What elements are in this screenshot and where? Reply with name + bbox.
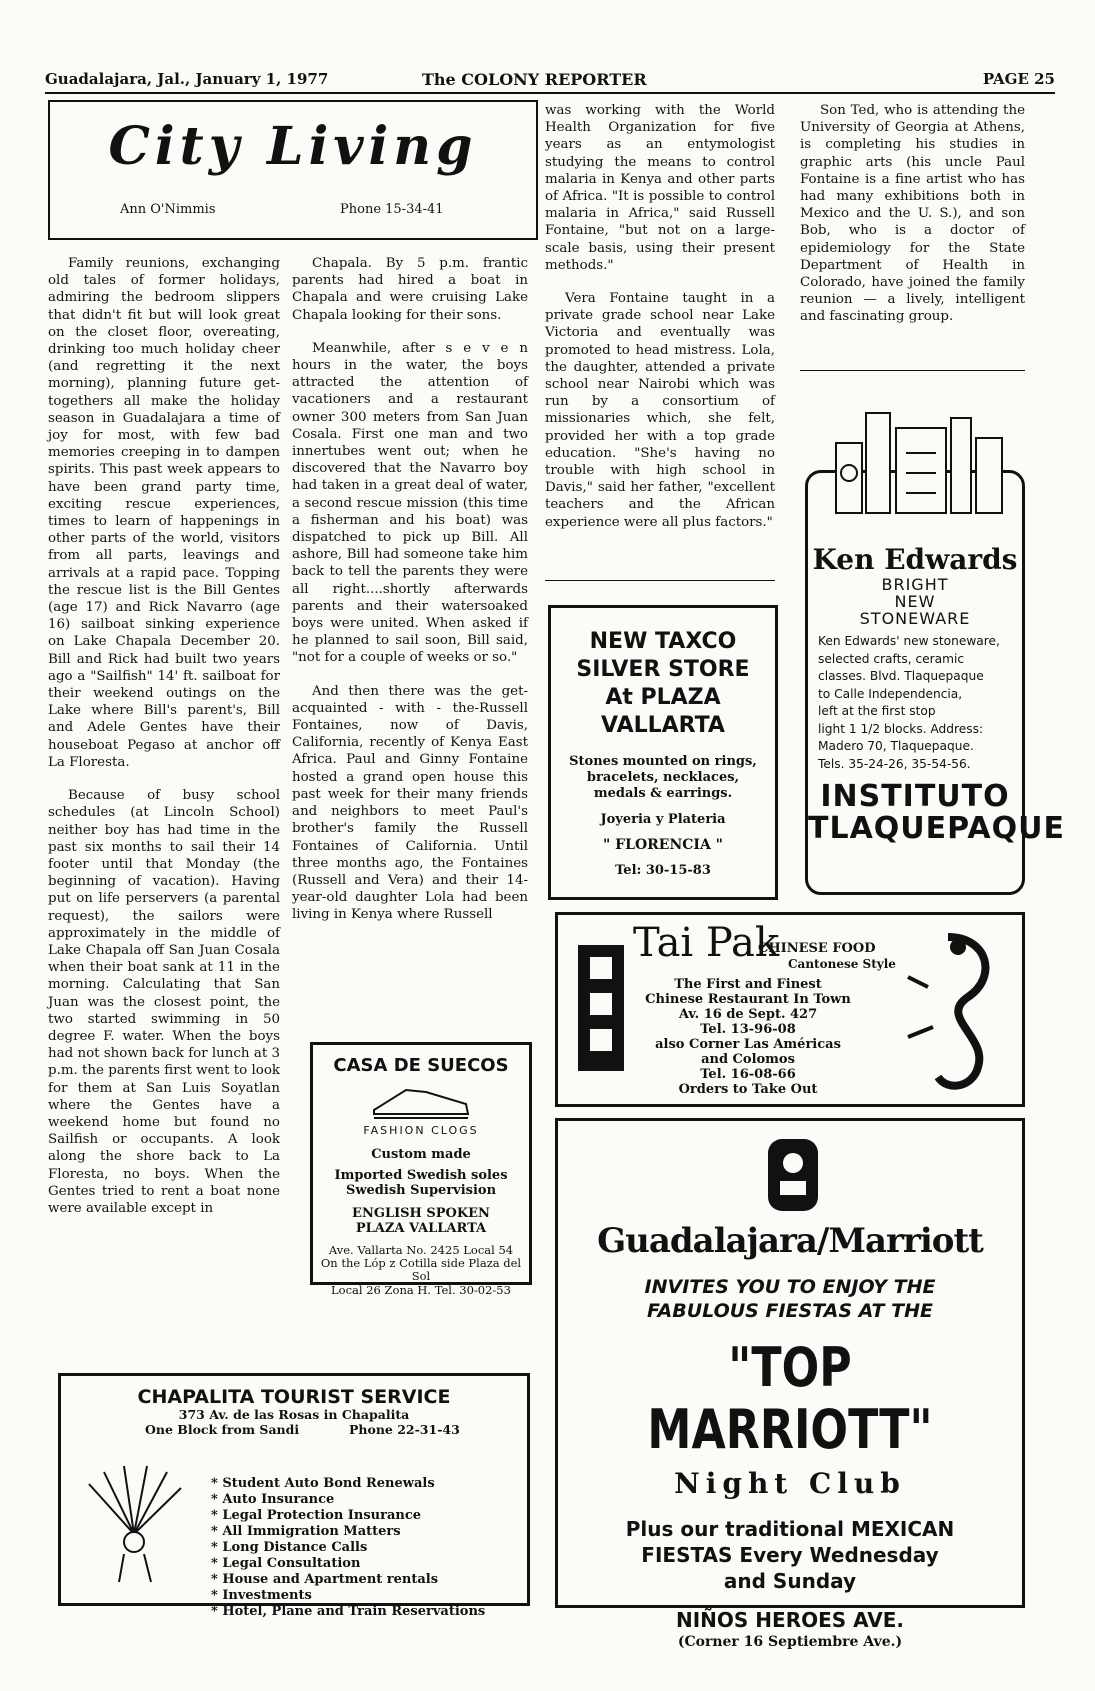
column-rule (800, 370, 1025, 371)
ad-name: " FLORENCIA " (603, 837, 723, 853)
ad-address: NIÑOS HEROES AVE. (676, 1608, 904, 1632)
byline: Ann O'Nimmis (120, 202, 216, 217)
ad-line: VALLARTA (601, 713, 725, 738)
ad-name: Tai Pak (633, 920, 780, 966)
club-name: "TOP MARRIOTT" (647, 1336, 933, 1461)
ad-name: CASA DE SUECOS (333, 1055, 509, 1076)
paragraph: Meanwhile, after s e v e n hours in the water, the boys attracted the attention of vacationers and a restaurant owner 300 meters from San Juan Cosala. First one man and two innertubes went out; when he discovered that the Navarro boy had taken in a great deal of water, a second rescue mission (this time a fisherman and his boat) was dispatched to pick up Bill. All ashore, Bill had someone take him back to tell the parents they were all right....shortly afterwards parents and their watersoaked boys were united. When asked if he planned to sail soon, Bill said, "not for a couple of weeks or so." (292, 340, 528, 666)
ad-cuisine: CHINESE FOOD (758, 941, 876, 956)
ad-line: SILVER STORE (576, 657, 750, 682)
page-number: PAGE 25 (982, 70, 1055, 88)
paragraph: Vera Fontaine taught in a private grade school near Lake Victoria and eventually was promoted to head mistress. Lola, the daughter, attended a private school near Nairobi which was run by a consortium of missionaries which, she felt, provided her with a top grade education. "She's having no trouble with high school in Davis," said her father, "excellent teachers and the African experience were all plus factors." (545, 291, 775, 530)
ad-tagline: BRIGHT (881, 575, 949, 594)
column-rule (545, 580, 775, 581)
ad-line: and Colomos (701, 1052, 795, 1067)
list-item: * Legal Consultation (211, 1556, 485, 1572)
ad-line: ENGLISH SPOKEN (352, 1206, 490, 1221)
ad-line: and Sunday (723, 1569, 857, 1593)
ad-line: NEW TAXCO (589, 629, 737, 654)
institute-logo (808, 779, 1065, 846)
ad-line: INVITES YOU TO ENJOY THE (644, 1276, 936, 1298)
dragon-illustration (888, 927, 1008, 1097)
paragraph: Chapala. By 5 p.m. frantic parents had hired a boat in Chapala and were cruising Lake Chapala looking for their sons. (292, 256, 528, 323)
ad-line: The First and Finest (674, 977, 822, 992)
ad-line: Tel. 16-08-66 (700, 1067, 796, 1082)
article-column-3 (545, 102, 775, 547)
ad-subtitle: Joyeria y Plateria (600, 812, 726, 827)
paragraph: Family reunions, exchanging old tales of former holidays, admiring the bedroom slippers that didn't fit but will look great on the closet floor, overeating, drinking too much holiday cheer (and regretting it the next morning), planning future get-togethers all make the holiday season in Guadalajara a time of joy for most, with few bad memories creeping in to dampen spirits. This past week appears to have been grand party time, exciting rescue experiences, times to learn of happenings in other parts of the world, visitors from all parts, leavings and arrivals at a rapid pace. Topping the rescue list is the Bill Gentes (age 17) and Rick Navarro (age 16) sailboat sinking experience on Lake Chapala December 20. Bill and Rick had built two years ago a "Sailfish" 14' ft. sailboat for their weekend outings on the Lake where Bill's parent's, Bill and Adele Gentes have their houseboat Pegaso at anchor off La Floresta. (48, 256, 280, 770)
ad-line: left at the first stop (818, 704, 936, 718)
ad-line: Custom made (371, 1147, 471, 1162)
column-masthead (48, 100, 538, 240)
article-column-2 (292, 255, 528, 940)
list-item: * Student Auto Bond Renewals (211, 1476, 485, 1492)
chinese-sign-icon (576, 943, 626, 1073)
ad-tagline: FASHION CLOGS (363, 1124, 479, 1137)
ad-phone: Tel: 30-15-83 (615, 863, 711, 878)
article-column-1 (48, 255, 280, 1233)
header-rule (45, 92, 1055, 94)
article-column-4 (800, 102, 1025, 342)
ad-line: Tels. 35-24-26, 35-54-56. (818, 756, 971, 771)
paragraph: Because of busy school schedules (at Lincoln School) neither boy has had time in the past six months to sail their 14 footer until that Monday (the beginning of vacation). Having put on life perservers (a parental request), the sailors were approximately in the middle of Lake Chapala off San Juan Cosala when their boat sank at 11 in the morning. Calculating that San Juan was the closest point, the two started swimming in 50 degree F. water. When the boys had not shown back for lunch at 3 p.m. the parents first went to look for them at San Luis Soyatlan where the Gentes have a weekend home but found no Sailfish or occupants. A look along the shore back to La Floresta, no boys. When the Gentes tried to rent a boat none were available except in (48, 788, 280, 1216)
ad-line: Chinese Restaurant In Town (645, 992, 851, 1007)
ad-line: to Calle Independencia, (818, 686, 963, 701)
ad-address-note: (Corner 16 Septiembre Ave.) (677, 1634, 903, 1650)
list-item: * House and Apartment rentals (211, 1572, 485, 1588)
ad-location: One Block from Sandi (145, 1422, 300, 1437)
ad-phone: Phone 22-31-43 (349, 1422, 460, 1437)
ad-line: Imported Swedish soles (334, 1168, 508, 1183)
ad-line: classes. Blvd. Tlaquepaque (818, 669, 984, 683)
ad-line: PLAZA VALLARTA (355, 1221, 487, 1236)
ad-line: At PLAZA (605, 685, 721, 710)
ad-phone: Local 26 Zona H. Tel. 30-02-53 (331, 1283, 511, 1297)
list-item: * Investments (211, 1588, 485, 1604)
ad-tagline: STONEWARE (859, 609, 971, 628)
ad-line: Swedish Supervision (345, 1183, 497, 1198)
ad-line: Av. 16 de Sept. 427 (678, 1007, 818, 1022)
ad-line: Plus our traditional MEXICAN (625, 1517, 955, 1541)
ad-tai-pak (555, 912, 1025, 1107)
page-header (45, 70, 1055, 92)
ad-line: also Corner Las Américas (655, 1037, 841, 1052)
ad-style: Cantonese Style (788, 957, 896, 971)
ad-line: FABULOUS FIESTAS AT THE (647, 1300, 933, 1322)
ad-address: Ave. Vallarta No. 2425 Local 54 On the Lóp z Cotilla side Plaza del Sol (320, 1243, 522, 1283)
logo-line: TLAQUEPAQUE (808, 811, 1065, 846)
ad-casa-de-suecos (310, 1042, 532, 1297)
vase-illustration (816, 403, 1016, 523)
list-item: * Legal Protection Insurance (211, 1508, 485, 1524)
column-phone: Phone 15-34-41 (340, 202, 444, 217)
ad-line: FIESTAS Every Wednesday (641, 1543, 939, 1567)
clog-icon (366, 1082, 476, 1122)
list-item: * Long Distance Calls (211, 1540, 485, 1556)
paragraph: And then there was the get-acquainted - with - the-Russell Fontaines, now of Davis, California, recently of Kenya East Africa. Paul and Ginny Fontaine hosted a grand open house this past week for their many friends and neighbors to meet Paul's brother's family the Russell Fontaines of California. Until three months ago, the Fontaines (Russell and Vera) and their 14-year-old daughter Lola had been living in Kenya where Russell (292, 683, 528, 923)
ad-line: light 1 1/2 blocks. Address: (818, 721, 984, 736)
ad-ken-edwards (805, 470, 1065, 895)
ad-name: Guadalajara/Marriott (597, 1221, 983, 1261)
services-list (211, 1476, 485, 1620)
ad-line: selected crafts, ceramic (818, 651, 965, 666)
ad-line: Tel. 13-96-08 (700, 1022, 796, 1037)
marriott-emblem (758, 1135, 828, 1215)
list-item: * Auto Insurance (211, 1492, 485, 1508)
ad-line: Orders to Take Out (678, 1082, 818, 1097)
logo-line: INSTITUTO (820, 779, 1010, 814)
ad-name: Ken Edwards (812, 543, 1018, 576)
ad-guadalajara-marriott (555, 1118, 1025, 1650)
dateline: Guadalajara, Jal., January 1, 1977 (45, 70, 329, 88)
ad-name: CHAPALITA TOURIST SERVICE (137, 1386, 451, 1408)
list-item: * All Immigration Matters (211, 1524, 485, 1540)
newspaper-name: The COLONY REPORTER (422, 70, 647, 89)
ad-address: 373 Av. de las Rosas in Chapalita (178, 1407, 410, 1422)
ad-chapalita-tourist-service (58, 1373, 530, 1619)
paragraph: Son Ted, who is attending the University of Georgia at Athens, is completing his studies in graphic arts (his uncle Paul Fontaine is a fine artist who has had many exhibitions both in Mexico and the U. S.), and son Bob, who is a doctor of epidemiology for the State Department of Health in Colorado, have joined the family reunion — a lively, intelligent and fascinating group. (800, 103, 1025, 325)
ad-line: Ken Edwards' new stoneware, (818, 634, 1000, 648)
ad-subheading: Night Club (674, 1467, 906, 1500)
column-title: City Living (108, 116, 478, 177)
fan-illustration (79, 1464, 189, 1584)
ad-tagline: NEW (894, 592, 936, 611)
list-item: * Hotel, Plane and Train Reservations (211, 1604, 485, 1620)
ad-new-taxco (548, 605, 778, 900)
ad-description: Stones mounted on rings, bracelets, necklaces, medals & earrings. (569, 754, 757, 801)
paragraph: was working with the World Health Organization for five years as an entymologist studying the means to control malaria in Kenya and other parts of Africa. "It is possible to control malaria in Africa," said Russell Fontaine, "but not on a large-scale basis, using their present methods." (545, 103, 775, 273)
ad-line: Madero 70, Tlaquepaque. (818, 739, 974, 753)
